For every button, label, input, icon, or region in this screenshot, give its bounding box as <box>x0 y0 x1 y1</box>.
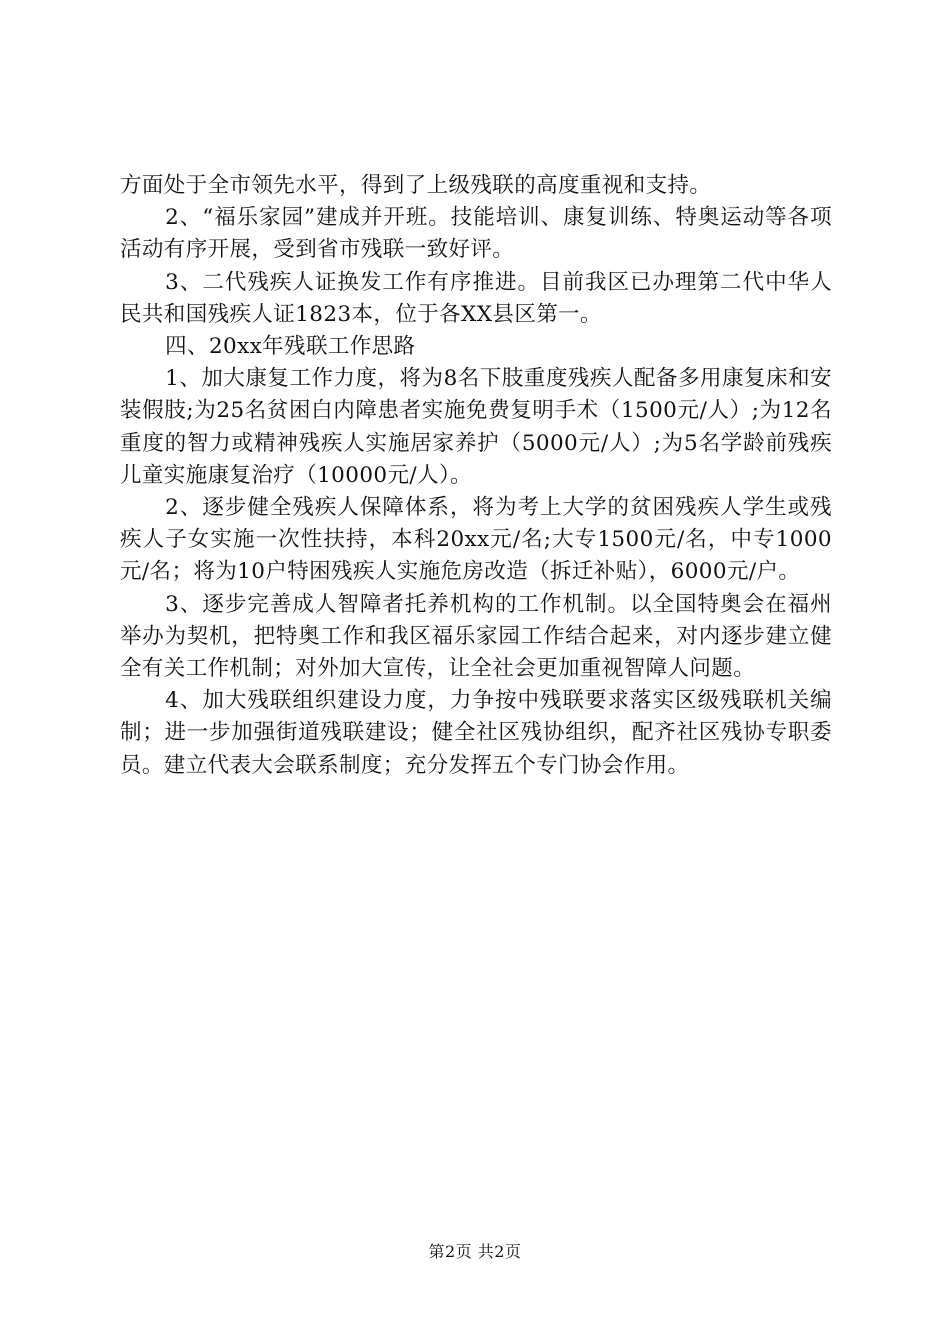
page-number-label: 第2页 共2页 <box>428 1242 522 1261</box>
document-body <box>120 170 832 782</box>
paragraph-fule-jiayuan: 2、“福乐家园”建成并开班。技能培训、康复训练、特奥运动等各项活动有序开展，受到省市残联一致好评。 <box>120 205 832 263</box>
paragraph-organization-building: 4、加大残联组织建设力度，力争按中残联要求落实区级残联机关编制；进一步加强街道残联建设；健全社区残协组织，配齐社区残协专职委员。建立代表大会联系制度；充分发挥五个专门协会作用。 <box>120 688 832 778</box>
paragraph-security-system: 2、逐步健全残疾人保障体系，将为考上大学的贫困残疾人学生或残疾人子女实施一次性扶持，本科20xx元/名;大专1500元/名，中专1000元/名；将为10户特困残疾人实施危房改造（拆迁补贴），6000元/户。 <box>120 495 832 585</box>
paragraph-care-institutions: 3、逐步完善成人智障者托养机构的工作机制。以全国特奥会在福州举办为契机，把特奥工作和我区福乐家园工作结合起来，对内逐步建立健全有关工作机制；对外加大宣传，让全社会更加重视智障人问题。 <box>120 591 832 682</box>
page-footer <box>0 1242 950 1262</box>
section-heading-work-plan: 四、20xx年残联工作思路 <box>165 334 416 360</box>
paragraph-rehabilitation: 1、加大康复工作力度，将为8名下肢重度残疾人配备多用康复床和安装假肢;为25名贫困白内障患者实施免费复明手术（1500元/人）;为12名重度的智力或精神残疾人实施居家养护（5000元/人）;为5名学龄前残疾儿童实施康复治疗（10000元/人）。 <box>120 366 832 488</box>
paragraph-disability-certificate: 3、二代残疾人证换发工作有序推进。目前我区已办理第二代中华人民共和国残疾人证1823本，位于各XX县区第一。 <box>120 269 832 327</box>
paragraph-continuation: 方面处于全市领先水平，得到了上级残联的高度重视和支持。 <box>120 173 712 198</box>
